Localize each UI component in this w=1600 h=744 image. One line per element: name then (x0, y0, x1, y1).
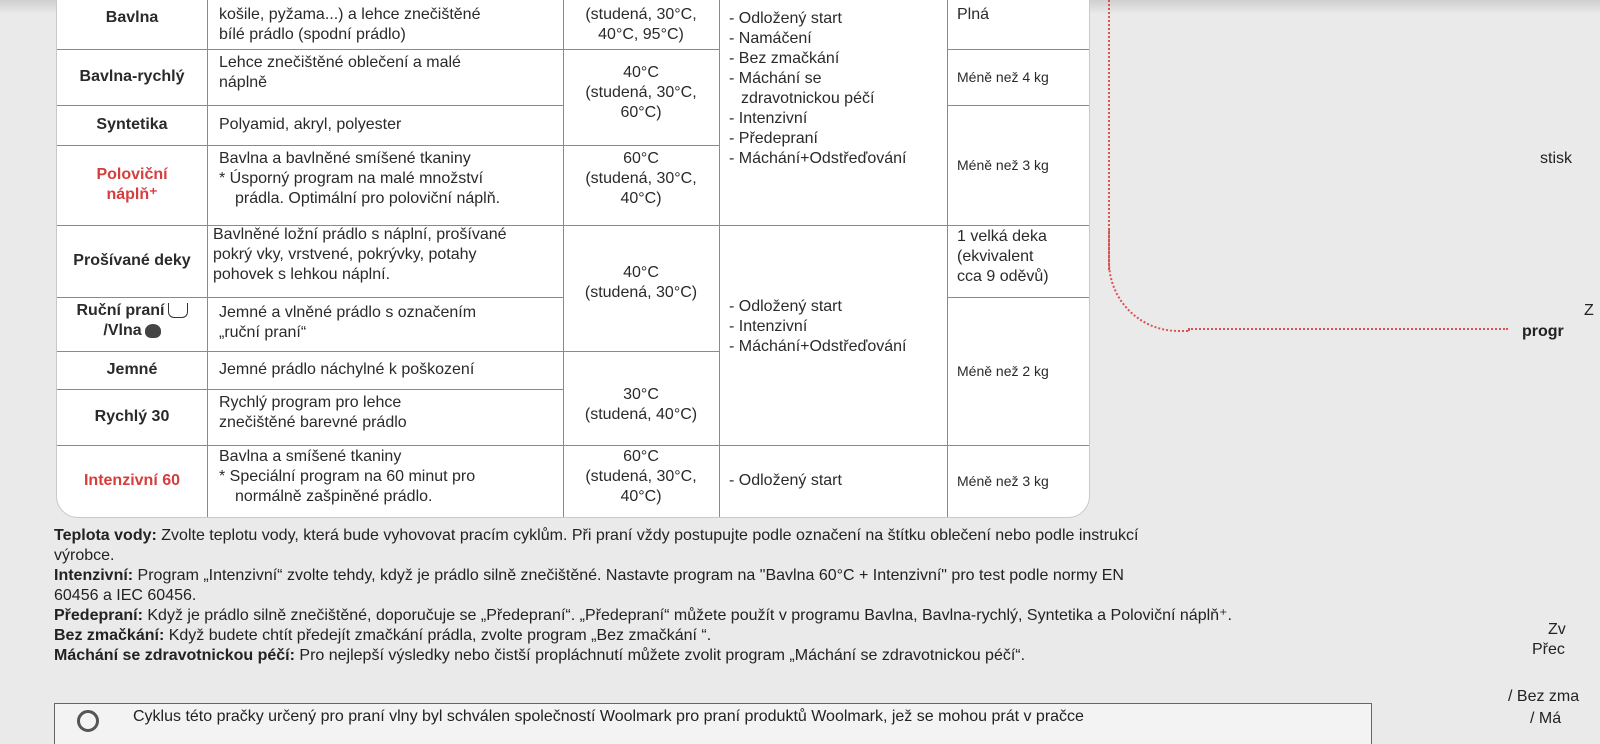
row-divider (563, 351, 719, 352)
temp-range: 60°C (studená, 30°C, 40°C) (585, 448, 697, 505)
temp-range: (studená, 30°C, 40°C, 95°C) (585, 6, 697, 43)
woolmark-box (54, 703, 1372, 744)
program-desc: Rychlý program pro lehce znečištěné barevné prádlo (219, 394, 407, 431)
program-name: Intenzivní 60 (83, 472, 181, 489)
load-value: Méně než 3 kg (957, 157, 1049, 173)
side-text: Zv (1548, 621, 1566, 638)
options-list: - Odložený start - Namáčení - Bez zmačkání - Máchání se zdravotnickou péčí - Intenzivní - Předepraní - Máchání+Odstřeďování (729, 10, 907, 167)
wool-icon (145, 324, 161, 338)
col-divider (719, 0, 720, 517)
note-intenzivni-cont: 60456 a IEC 60456. (54, 587, 197, 604)
side-text: stisk (1540, 150, 1572, 167)
temp-range: 40°C (studená, 30°C) (584, 264, 698, 301)
program-desc: košile, pyžama...) a lehce znečištěné bílé prádlo (spodní prádlo) (219, 6, 481, 43)
program-name: Poloviční náplň⁺ (96, 166, 168, 203)
row-divider (57, 145, 563, 146)
program-name: Syntetika (96, 116, 168, 133)
temp-range: 30°C (studená, 40°C) (584, 386, 698, 423)
row-divider (563, 145, 719, 146)
load-value: Méně než 3 kg (957, 473, 1049, 489)
notes-section (54, 526, 1454, 666)
note-teplota: Teplota vody: Zvolte teplotu vody, která bude vyhovovat pracím cyklům. Při praní vždy postupujte podle označení na štítku oblečení nebo podle instrukcí (54, 527, 1139, 544)
hand-wash-icon (168, 303, 188, 318)
col-divider (947, 0, 948, 517)
note-machani: Máchání se zdravotnickou péčí: Pro nejlepší výsledky nebo čistší propláchnutí můžete zvolit program „Máchání se zdravotnickou péčí“. (54, 647, 1026, 664)
woolmark-text: Cyklus této pračky určený pro praní vlny byl schválen společností Woolmark pro praní produktů Woolmark, jež se mohou prát v pračce (133, 708, 1084, 725)
note-intenzivni: Intenzivní: Program „Intenzivní“ zvolte tehdy, když je prádlo silně znečištěné. Nastavte program na "Bavlna 60°C + Intenzivní" pro test podle normy EN (54, 567, 1124, 584)
note-teplota-cont: výrobce. (54, 547, 115, 564)
load-value: Méně než 4 kg (957, 69, 1049, 85)
note-predeprani: Předepraní: Když je prádlo silně znečištěné, doporučuje se „Předepraní“. „Předepraní“ můžete použít v programu Bavlna, Bavlna-rychlý, Syntetika a Poloviční náplň⁺. (54, 607, 1232, 624)
row-divider (57, 297, 563, 298)
program-name: Jemné (106, 361, 158, 378)
options-list: - Odložený start (729, 472, 842, 489)
program-desc: Lehce znečištěné oblečení a malé náplně (219, 54, 461, 91)
temp-range: 40°C (studená, 30°C, 60°C) (585, 64, 697, 121)
temp-range: 60°C (studená, 30°C, 40°C) (585, 150, 697, 207)
row-divider (57, 225, 1089, 226)
program-table (56, 0, 1090, 518)
row-divider (563, 49, 719, 50)
connector-line (1188, 328, 1508, 330)
woolmark-icon (77, 710, 99, 732)
side-text: / Má (1530, 710, 1562, 727)
program-name: Prošívané deky (73, 252, 191, 269)
note-bezzmackani: Bez zmačkání: Když budete chtít předejít zmačkání prádla, zvolte program „Bez zmačkání “. (54, 627, 712, 644)
side-text: / Bez zma (1508, 688, 1580, 705)
program-desc: Jemné a vlněné prádlo s označením „ruční praní“ (219, 304, 477, 341)
options-list: - Odložený start - Intenzivní - Máchání+Odstřeďování (729, 298, 907, 355)
program-desc: Bavlna a bavlněné smíšené tkaniny * Úsporný program na malé množství prádla. Optimální pro poloviční náplň. (219, 150, 501, 207)
program-name: Bavlna-rychlý (79, 68, 185, 85)
load-value: Plná (957, 6, 990, 23)
program-name: Rychlý 30 (94, 408, 170, 425)
side-text: Přec (1532, 641, 1565, 658)
connector-curve (1108, 230, 1190, 332)
program-desc: Bavlněné ložní prádlo s náplní, prošívané pokrý vky, vrstvené, pokrývky, potahy pohovek s lehkou náplní. (213, 226, 507, 283)
col-divider (207, 0, 208, 517)
program-name: Bavlna (105, 9, 159, 26)
load-value: 1 velká deka (ekvivalent cca 9 oděvů) (957, 228, 1049, 285)
program-desc: Bavlna a smíšené tkaniny * Speciální program na 60 minut pro normálně zašpiněné prádlo. (219, 448, 476, 505)
side-text: progr (1522, 323, 1564, 340)
program-desc: Jemné prádlo náchylné k poškození (219, 361, 475, 378)
program-name: Ruční praní /Vlna (57, 301, 207, 341)
program-desc: Polyamid, akryl, polyester (219, 116, 402, 133)
side-text: Z (1584, 302, 1594, 319)
load-value: Méně než 2 kg (957, 363, 1049, 379)
